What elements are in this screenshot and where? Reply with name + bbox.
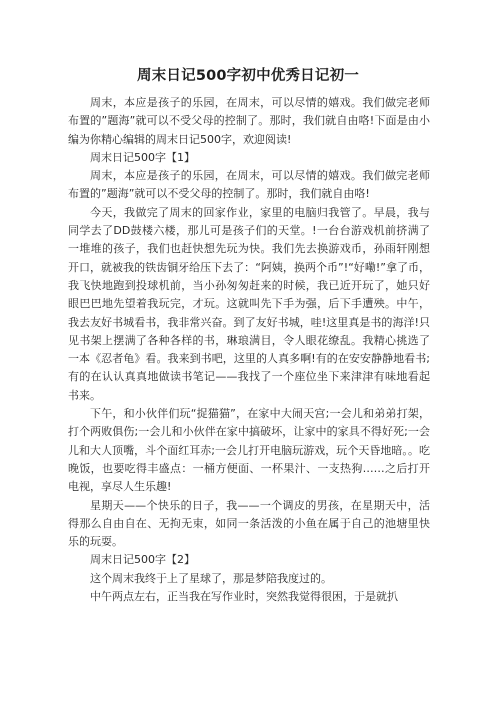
body-paragraph: 今天，我做完了周末的回家作业，家里的电脑归我管了。早晨，我与同学去了DD鼓楼六楼，那儿可是孩子们的天堂。!一台台游戏机前挤满了一堆堆的孩子，我们也赶快想先玩为快。我们先去换游戏币，孙雨轩刚想开口，就被我的铁齿铜牙给压下去了：“阿姨，换两个币”!“好嘞!”拿了币，我飞快地跑到投球机前，当小孙匆匆赶来的时候，我已近开玩了，她只好眼巴巴地先望着我玩完，才玩。这就叫先下手为强，后下手遭殃。中午，我去友好书城看书，我非常兴奋。到了友好书城，哇!这里真是书的海洋!只见书架上摆满了各种各样的书，琳琅满目，令人眼花缭乱。我精心挑选了一本《忍者龟》看。我来到书吧，这里的人真多啊!有的在安安静静地看书;有的在认认真真地做读书笔记——我找了一个座位坐下来津津有味地看起书来。	[68, 205, 430, 402]
section-heading: 周末日记500字【1】	[90, 150, 195, 164]
body-paragraph: 下午，和小伙伴们玩“捉猫猫”，在家中大闹天宫;一会儿和弟弟打架，打个两败俱伤;一会儿和小伙伴在家中搞破坏，让家中的家具不得好死;一会儿和大人顶嘴，斗个面红耳赤;一会儿打开电脑玩游戏，玩个天昏地暗。。吃晚饭，也要吃得丰盛点：一桶方便面、一杯果汁、一支热狗……之后打开电视，享尽人生乐趣!	[68, 407, 430, 494]
body-paragraph: 星期天——个快乐的日子，我——一个调皮的男孩，在星期天中，活得那么自由自在、无拘无束，如同一条活泼的小鱼在属于自己的池塘里快乐的玩耍。	[68, 498, 430, 549]
body-paragraph: 周末，本应是孩子的乐园，在周末，可以尽情的嬉戏。我们做完老师布置的”题海”就可以不受父母的控制了。那时，我们就自由咯!下面是由小编为你精心编辑的周末日记500字，欢迎阅读!	[68, 96, 430, 146]
body-paragraph: 中午两点左右，正当我在写作业时，突然我觉得很困，于是就扒	[90, 590, 398, 604]
body-paragraph: 周末，本应是孩子的乐园，在周末，可以尽情的嬉戏。我们做完老师布置的”题海”就可以不受父母的控制了。那时，我们就自由咯!	[68, 169, 430, 201]
section-heading: 周末日记500字【2】	[90, 553, 195, 567]
document-title: 周末日记500字初中优秀日记初一	[137, 68, 359, 84]
document-body	[68, 94, 430, 606]
body-paragraph: 这个周末我终于上了星球了，那是梦陪我度过的。	[90, 571, 332, 585]
